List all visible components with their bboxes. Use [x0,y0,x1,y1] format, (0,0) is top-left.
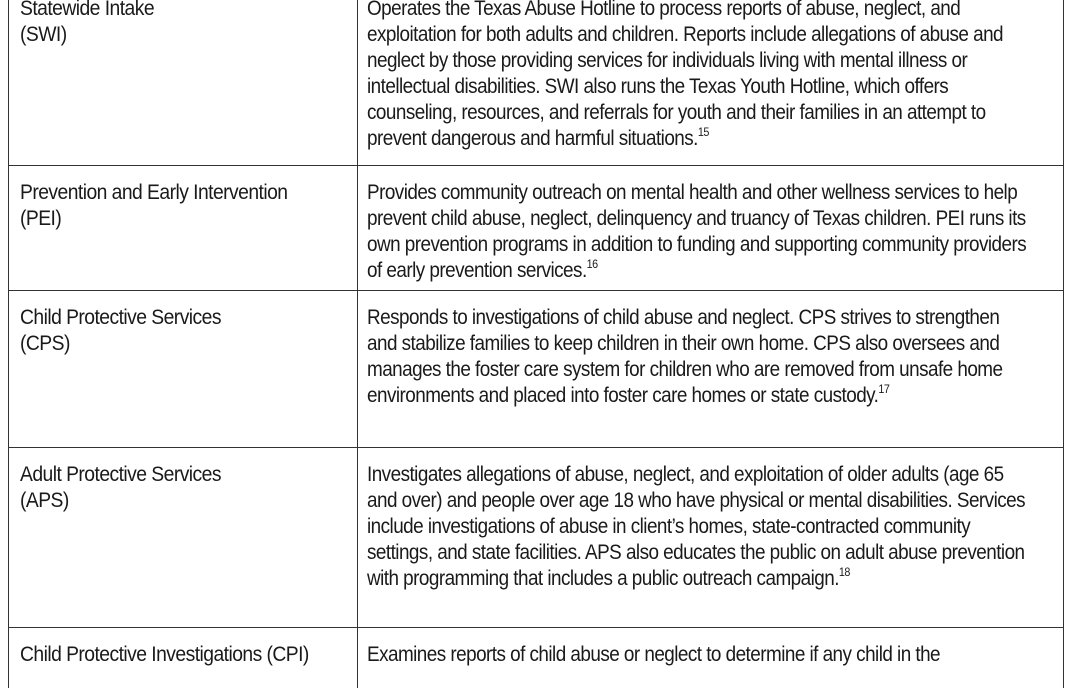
agency-abbreviation: (SWI) [20,23,67,46]
table-row [9,448,1063,628]
agency-abbreviation: (APS) [20,489,69,512]
table-row [9,628,1063,688]
agency-description: Operates the Texas Abuse Hotline to process reports of abuse, neglect, and exploitation for both adults and children. Reports include allegations of abuse and neglect by those providing services for individuals living with mental illness or intellectual disabilities. SWI also runs the Texas Youth Hotline, which offers counseling, resources, and referrals for youth and their families in an attempt to prevent dangerous and harmful situations. [367,0,1004,150]
footnote-ref: 18 [838,565,850,579]
agency-name-cell [20,642,324,668]
agency-name-cell [20,305,324,357]
agency-services-table [8,0,1064,688]
footnote-ref: 17 [878,382,890,396]
agency-name-cell [20,0,324,48]
agency-abbreviation: (CPS) [20,332,70,355]
agency-name-cell [20,180,324,232]
agency-name: Child Protective Investigations (CPI) [20,643,309,666]
agency-name: Prevention and Early Intervention [20,181,288,204]
table-row [9,0,1063,166]
agency-name: Child Protective Services [20,306,221,329]
agency-name-cell [20,462,324,514]
agency-description-cell [367,305,1033,409]
agency-description: Examines reports of child abuse or neglect to determine if any child in the [367,643,941,666]
agency-description-cell [367,642,1033,668]
agency-name: Adult Protective Services [20,463,221,486]
table-row [9,166,1063,291]
agency-description: Investigates allegations of abuse, neglect, and exploitation of older adults (age 65 and over) and people over age 18 who have physical or mental disabilities. Services include investigations of abuse in client’s homes, state-contracted community settings, and state facilities. APS also educates the public on adult abuse prevention with programming that includes a public outreach campaign. [367,463,1026,590]
agency-description-cell [367,180,1033,284]
agency-name: Statewide Intake [20,0,155,20]
footnote-ref: 15 [697,125,709,139]
agency-description: Provides community outreach on mental health and other wellness services to help prevent child abuse, neglect, delinquency and truancy of Texas children. PEI runs its own prevention programs in addition to funding and supporting community providers of early prevention services. [367,181,1027,282]
agency-description: Responds to investigations of child abuse and neglect. CPS strives to strengthen and stabilize families to keep children in their own home. CPS also oversees and manages the foster care system for children who are removed from unsafe home environments and placed into foster care homes or state custody. [367,306,1003,407]
footnote-ref: 16 [586,257,598,271]
table-row [9,291,1063,448]
agency-description-cell [367,462,1033,592]
agency-description-cell [367,0,1033,152]
agency-abbreviation: (PEI) [20,207,62,230]
